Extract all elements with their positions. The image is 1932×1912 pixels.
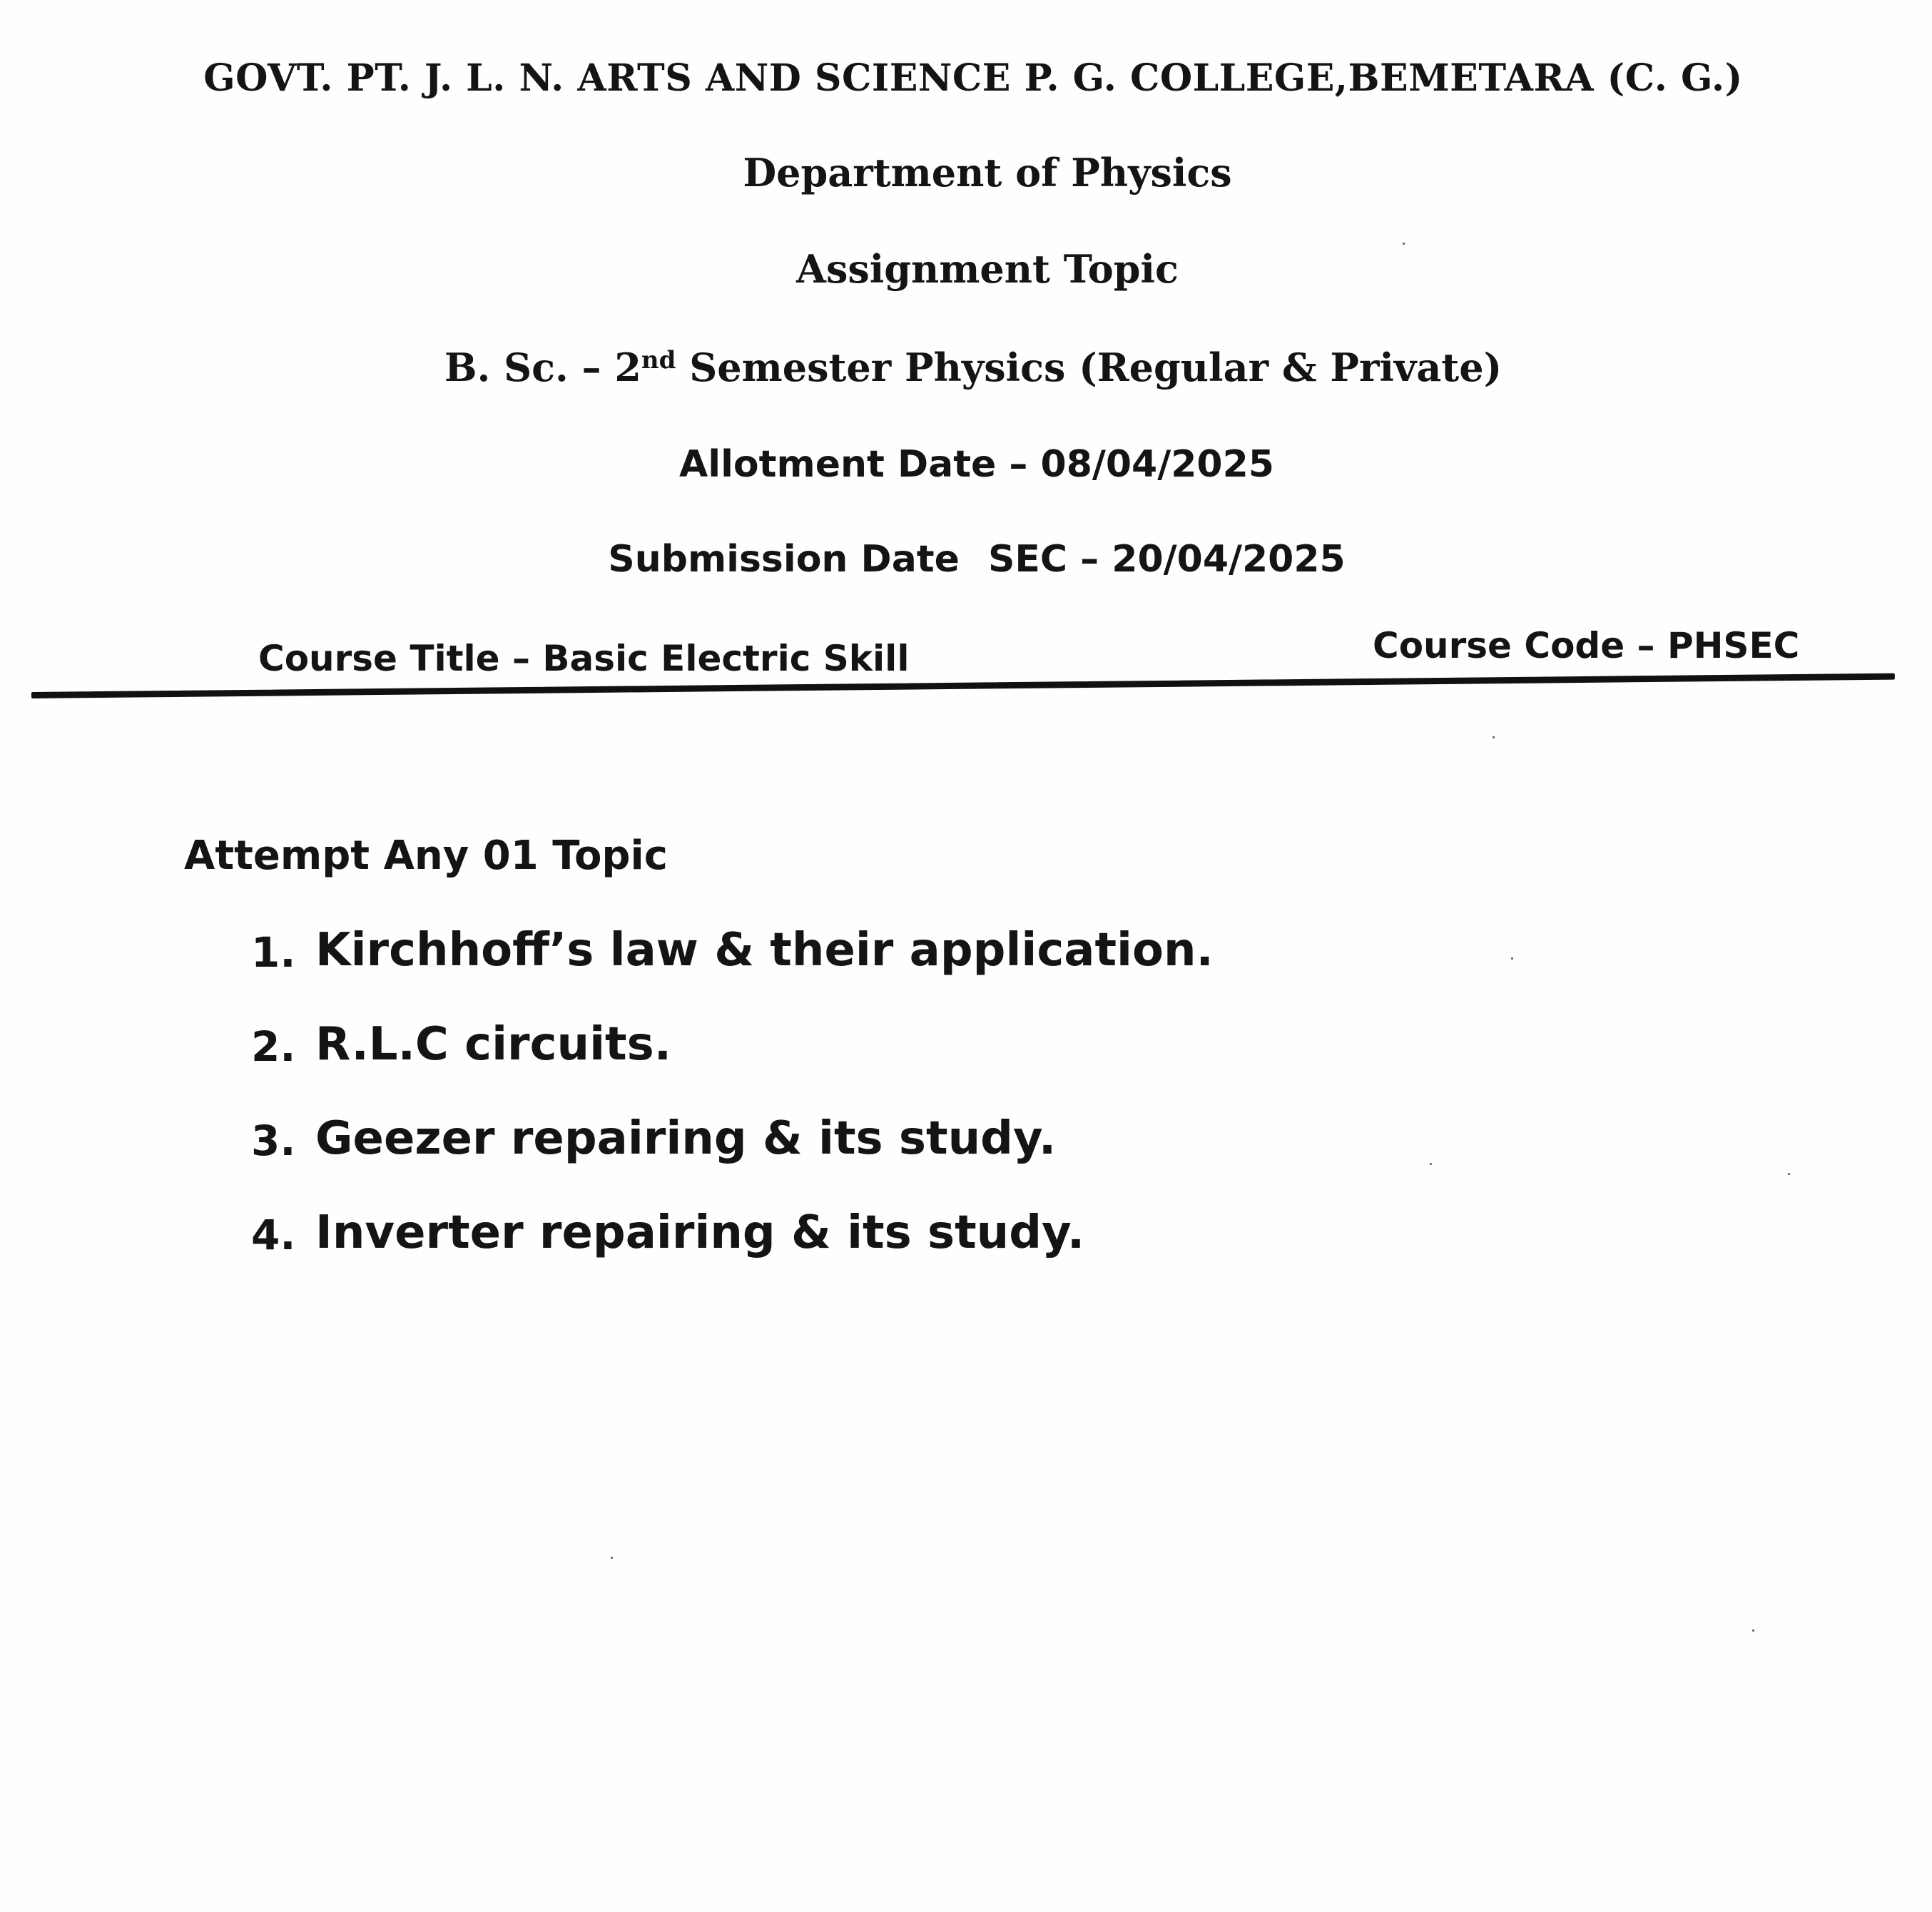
scan-speck <box>1493 736 1495 738</box>
semester-line <box>0 345 1932 390</box>
scan-speck <box>611 1557 613 1559</box>
list-item <box>251 1112 1214 1210</box>
instruction-text: Attempt Any 01 Topic <box>184 833 668 879</box>
topic-text: R.L.C circuits. <box>315 1018 671 1071</box>
submission-date-label: Submission Date <box>608 538 960 581</box>
topic-text: Geezer repairing & its study. <box>315 1112 1057 1165</box>
college-name: GOVT. PT. J. L. N. ARTS AND SCIENCE P. G. COLLEGE,BEMETARA (C. G.) <box>203 56 1743 100</box>
allotment-date: Allotment Date – 08/04/2025 <box>679 443 1274 486</box>
semester-suffix: Semester Physics (Regular & Private) <box>676 345 1503 390</box>
topic-number: 2. <box>251 1022 296 1071</box>
scan-speck <box>1403 243 1405 245</box>
topic-number: 3. <box>251 1117 296 1165</box>
course-code: Course Code – PHSEC <box>1373 625 1800 666</box>
topic-number: 4. <box>251 1211 296 1259</box>
assignment-heading: Assignment Topic <box>796 246 1179 292</box>
semester-prefix: B. Sc. – 2 <box>444 345 641 390</box>
scan-speck <box>1752 1629 1754 1632</box>
list-item <box>251 1018 1214 1116</box>
submission-date <box>0 538 1932 581</box>
list-item <box>251 924 1214 1022</box>
topic-number: 1. <box>251 928 296 977</box>
scan-speck <box>1511 957 1513 960</box>
scan-speck <box>1788 1173 1790 1175</box>
course-title: Course Title – Basic Electric Skill <box>258 638 910 679</box>
topic-list <box>251 924 1214 1304</box>
department-heading: Department of Physics <box>743 150 1232 195</box>
list-item <box>251 1206 1214 1304</box>
scan-speck <box>1430 1163 1432 1165</box>
topic-text: Inverter repairing & its study. <box>315 1206 1085 1259</box>
topic-text: Kirchhoff’s law & their application. <box>315 924 1214 977</box>
semester-superscript: nd <box>641 346 676 375</box>
submission-date-value: SEC – 20/04/2025 <box>987 538 1346 581</box>
